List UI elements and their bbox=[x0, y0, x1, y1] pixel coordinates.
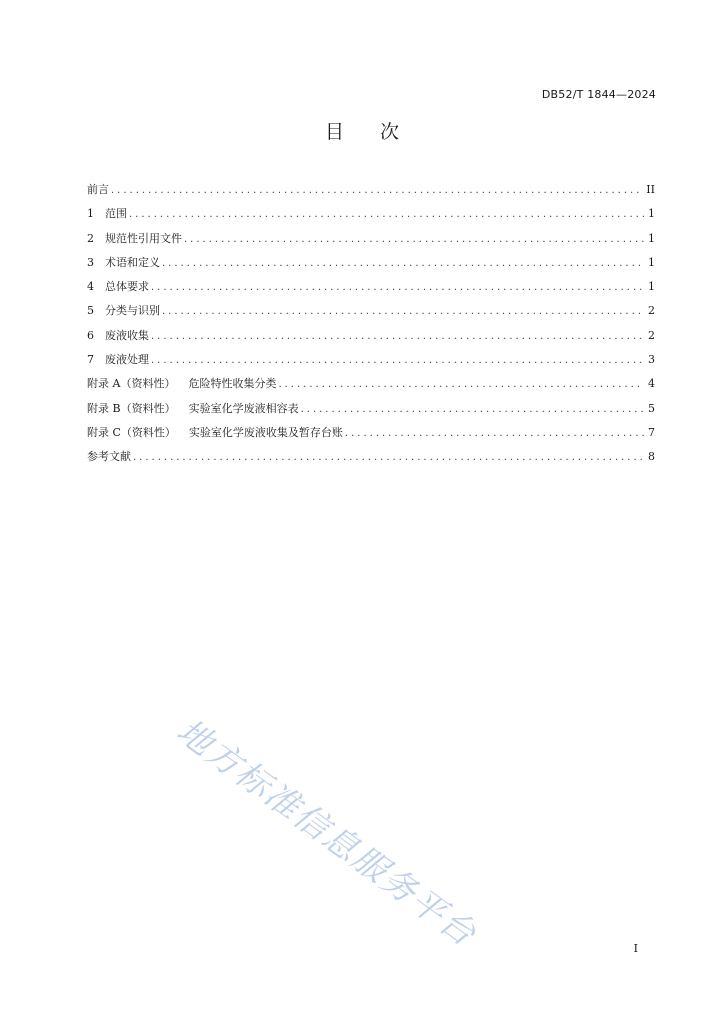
toc-leader-dots bbox=[162, 258, 644, 269]
table-of-contents bbox=[87, 181, 655, 473]
toc-leader-dots bbox=[345, 428, 644, 439]
toc-page-number: II bbox=[646, 183, 655, 196]
page-number-footer: I bbox=[633, 942, 638, 955]
toc-page-number: 1 bbox=[648, 207, 655, 221]
toc-number: 1 bbox=[87, 207, 94, 221]
toc-label: 分类与识别 bbox=[105, 304, 160, 318]
toc-leader-dots bbox=[278, 379, 644, 390]
toc-entry-terms-definitions[interactable] bbox=[87, 254, 655, 278]
toc-label: 术语和定义 bbox=[105, 255, 160, 269]
toc-label: 规范性引用文件 bbox=[105, 231, 182, 245]
toc-label: 前言 bbox=[87, 183, 109, 196]
toc-page-number: 5 bbox=[648, 401, 655, 415]
toc-entry-normative-references[interactable] bbox=[87, 230, 655, 254]
toc-entry-annex-a[interactable] bbox=[87, 375, 655, 399]
toc-page-number: 1 bbox=[648, 280, 655, 294]
toc-number: 4 bbox=[87, 280, 94, 294]
standard-code: DB52/T 1844—2024 bbox=[541, 88, 656, 101]
toc-number: 6 bbox=[87, 328, 94, 342]
toc-label: 范围 bbox=[105, 207, 127, 221]
toc-leader-dots bbox=[184, 234, 644, 245]
toc-label: 附录 A（资料性） 危险特性收集分类 bbox=[87, 377, 277, 391]
toc-leader-dots bbox=[129, 209, 644, 220]
toc-page-number: 1 bbox=[648, 231, 655, 245]
toc-page-number: 4 bbox=[648, 377, 655, 391]
toc-entry-scope[interactable] bbox=[87, 205, 655, 229]
toc-page-number: 2 bbox=[648, 304, 655, 318]
toc-page-number: 2 bbox=[648, 328, 655, 342]
toc-page-number: 7 bbox=[648, 425, 655, 439]
toc-number: 5 bbox=[87, 304, 94, 318]
toc-page-number: 8 bbox=[648, 450, 655, 464]
page-title bbox=[0, 117, 724, 144]
toc-label: 附录 B（资料性） 实验室化学废液相容表 bbox=[87, 401, 299, 415]
toc-number: 3 bbox=[87, 255, 94, 269]
toc-page-number: 1 bbox=[648, 255, 655, 269]
toc-number: 7 bbox=[87, 353, 94, 367]
toc-leader-dots bbox=[301, 404, 644, 415]
toc-leader-dots bbox=[151, 355, 644, 366]
toc-leader-dots bbox=[111, 185, 643, 196]
toc-entry-foreword[interactable] bbox=[87, 181, 655, 205]
toc-label: 废液收集 bbox=[105, 328, 149, 342]
toc-label: 参考文献 bbox=[87, 450, 131, 464]
toc-annex-title: 危险特性收集分类 bbox=[188, 377, 277, 391]
toc-leader-dots bbox=[133, 452, 644, 463]
toc-entry-waste-collection[interactable] bbox=[87, 327, 655, 351]
watermark: 地方标准信息服务平台 bbox=[169, 711, 484, 956]
toc-entry-bibliography[interactable] bbox=[87, 448, 655, 472]
toc-label: 废液处理 bbox=[105, 353, 149, 367]
title-part-2: 次 bbox=[380, 121, 400, 143]
toc-page-number: 3 bbox=[648, 353, 655, 367]
toc-entry-general-requirements[interactable] bbox=[87, 278, 655, 302]
toc-annex-title: 实验室化学废液收集及暂存台账 bbox=[188, 425, 343, 439]
toc-label: 总体要求 bbox=[105, 280, 149, 294]
toc-annex-title: 实验室化学废液相容表 bbox=[188, 401, 299, 415]
title-part-1: 目 bbox=[324, 121, 344, 143]
toc-number: 2 bbox=[87, 231, 94, 245]
toc-entry-annex-b[interactable] bbox=[87, 400, 655, 424]
toc-entry-annex-c[interactable] bbox=[87, 424, 655, 448]
toc-leader-dots bbox=[162, 306, 644, 317]
toc-label: 附录 C（资料性） 实验室化学废液收集及暂存台账 bbox=[87, 425, 343, 439]
toc-entry-classification[interactable] bbox=[87, 302, 655, 326]
toc-leader-dots bbox=[151, 282, 644, 293]
toc-entry-waste-treatment[interactable] bbox=[87, 351, 655, 375]
toc-leader-dots bbox=[151, 331, 644, 342]
